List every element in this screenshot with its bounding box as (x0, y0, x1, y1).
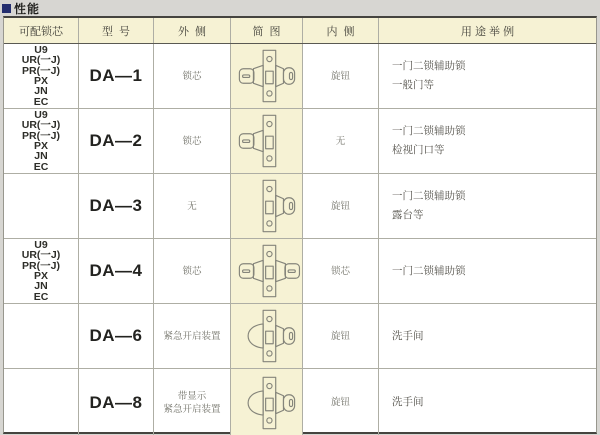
outside-cell (154, 174, 231, 238)
model-number: DA—6 (89, 326, 143, 345)
model-cell (79, 174, 154, 238)
header-inside: 内 侧 (303, 18, 379, 43)
model-cell (79, 44, 154, 108)
diagram-cell (231, 369, 303, 435)
model-cell (79, 304, 154, 368)
cylinder-item: U9 (34, 109, 48, 121)
cylinder-item: PR(一J) (22, 129, 60, 142)
cylinder-item: JN (34, 150, 48, 163)
usage-examples-cell (379, 44, 596, 108)
usage-line: 洗手间 (392, 329, 424, 342)
inside-value: 旋钮 (330, 397, 350, 408)
table-row-5 (4, 304, 596, 369)
model-number: DA—8 (89, 392, 143, 412)
header-model: 型 号 (79, 18, 154, 43)
lock-diagram-emergency-device--knob (232, 305, 302, 367)
compatible-cylinders-cell (4, 239, 79, 303)
outside-cell (154, 239, 231, 303)
inside-cell (303, 174, 379, 238)
outside-cell (154, 304, 231, 368)
model-cell (79, 109, 154, 173)
cylinder-item: PX (33, 270, 48, 282)
cylinder-item: U9 (34, 239, 48, 251)
usage-examples-cell (379, 109, 596, 173)
table-row-4 (4, 239, 596, 304)
usage-examples-cell (379, 174, 596, 238)
usage-examples-cell (379, 239, 596, 303)
usage-examples-cell (379, 369, 596, 435)
inside-value: 旋钮 (330, 70, 350, 82)
usage-examples-cell (379, 304, 596, 368)
section-title (2, 1, 40, 15)
header-diagram: 简 图 (231, 18, 303, 43)
header-compatible-cylinders: 可配锁芯 (4, 18, 79, 43)
section-bullet-icon (2, 4, 11, 13)
cylinder-item: PR(一J) (22, 259, 60, 272)
inside-cell (303, 44, 379, 108)
outside-value: 紧急开启装置 (163, 403, 221, 415)
cylinder-item: EC (33, 95, 49, 108)
compatible-cylinders-cell (4, 174, 79, 238)
usage-line: 一门二锁辅助锁 (392, 125, 466, 137)
usage-line: 一般门等 (392, 79, 434, 91)
usage-line: 一门二锁辅助锁 (392, 264, 466, 277)
model-cell (79, 239, 154, 303)
model-number: DA—1 (89, 66, 143, 85)
inside-cell (303, 239, 379, 303)
section-title-text: 性能 (14, 1, 41, 16)
inside-cell (303, 109, 379, 173)
diagram-cell (231, 174, 303, 238)
lock-diagram-cylinder--none (232, 110, 302, 172)
table-row-3 (4, 174, 596, 239)
model-number: DA—2 (89, 131, 143, 150)
table-row-6 (4, 369, 596, 435)
model-cell (79, 369, 154, 435)
cylinder-item: UR(一J) (21, 119, 61, 132)
inside-cell (303, 369, 379, 435)
diagram-cell (231, 44, 303, 108)
usage-line: 一门二锁辅助锁 (392, 190, 466, 202)
diagram-cell (231, 109, 303, 173)
cylinder-item: U9 (34, 44, 48, 56)
usage-line: 洗手间 (392, 396, 424, 408)
cylinder-item: EC (33, 290, 49, 303)
cylinder-item: UR(一J) (21, 54, 61, 67)
lock-diagram-cylinder--knob (232, 45, 302, 107)
model-number: DA—4 (89, 261, 143, 280)
outside-value: 无 (187, 200, 197, 212)
usage-line: 一门二锁辅助锁 (392, 60, 466, 72)
compatible-cylinders-cell (4, 369, 79, 435)
cylinder-item: EC (33, 160, 49, 173)
compatible-cylinders-cell (4, 44, 79, 108)
usage-line: 检视门口等 (392, 144, 445, 156)
outside-cell (154, 109, 231, 173)
outside-value: 锁芯 (182, 70, 202, 82)
outside-value: 带显示 (177, 390, 207, 402)
outside-value: 锁芯 (182, 135, 202, 147)
table-header-row (4, 18, 596, 44)
inside-value: 锁芯 (330, 265, 350, 277)
cylinder-item: UR(一J) (21, 249, 61, 262)
diagram-cell (231, 304, 303, 368)
outside-cell (154, 369, 231, 435)
inside-value: 旋钮 (330, 330, 350, 342)
model-number: DA—3 (89, 196, 143, 215)
cylinder-item: PX (33, 75, 48, 87)
compatible-cylinders-cell (4, 109, 79, 173)
table-row-2 (4, 109, 596, 174)
outside-value: 紧急开启装置 (163, 330, 221, 342)
cylinder-item: JN (34, 280, 48, 293)
cylinder-item: PX (33, 140, 48, 152)
inside-value: 无 (335, 135, 346, 147)
table-row-1 (4, 44, 596, 109)
cylinder-item: JN (34, 85, 48, 98)
outside-value: 锁芯 (182, 265, 202, 277)
cylinder-item: PR(一J) (22, 64, 60, 77)
lock-diagram-cylinder--cylinder (232, 240, 302, 302)
inside-cell (303, 304, 379, 368)
header-outside: 外 侧 (154, 18, 231, 43)
outside-cell (154, 44, 231, 108)
lock-diagram-emergency-device--knob (232, 372, 302, 434)
compatible-cylinders-cell (4, 304, 79, 368)
diagram-cell (231, 239, 303, 303)
table-body (4, 44, 596, 435)
inside-value: 旋钮 (330, 200, 350, 212)
header-usage-examples: 用 途 举 例 (460, 25, 515, 38)
lock-diagram-none--knob (232, 175, 302, 237)
usage-line: 露台等 (392, 209, 424, 221)
lock-spec-table (3, 16, 597, 434)
